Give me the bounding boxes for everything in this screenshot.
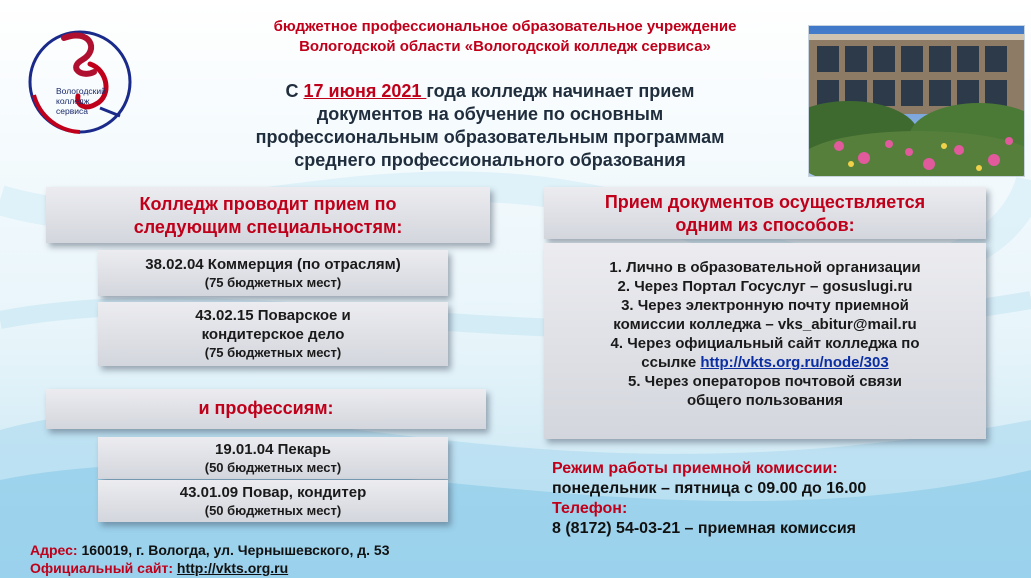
hours-block (552, 459, 866, 539)
methods-heading-line2: одним из способов: (675, 215, 855, 235)
specialties-heading-line1: Колледж проводит прием по (139, 194, 397, 214)
org-name-line2: Вологодской области «Вологодской колледж сервиса» (299, 38, 711, 55)
specialty-item (98, 302, 448, 366)
professions-heading-box (46, 389, 486, 429)
announce-date: 17 июня 2021 (303, 81, 427, 101)
profession-item (98, 480, 448, 522)
specialty-places: (75 бюджетных мест) (204, 345, 342, 360)
method-5-line2: общего пользования (686, 392, 844, 409)
specialty-title-line2: кондитерское дело (201, 326, 345, 343)
method-4-line1: 4. Через официальный сайт колледжа по (610, 335, 920, 352)
college-logo (20, 20, 140, 140)
specialty-title: 38.02.04 Коммерция (по отраслям) (145, 256, 401, 273)
methods-heading-line1: Прием документов осуществляется (604, 192, 926, 212)
announce-line1-rest: года колледж начинает прием (426, 81, 695, 101)
footer (30, 541, 389, 577)
site-link[interactable]: http://vkts.org.ru (176, 560, 289, 576)
address-label: Адрес: (30, 542, 82, 558)
method-3-line2: комиссии колледжа – vks_abitur@mail.ru (613, 316, 917, 333)
profession-title: 19.01.04 Пекарь (215, 441, 331, 458)
method-4-prefix: ссылке (641, 354, 701, 371)
methods-list-box (544, 243, 986, 439)
site-label: Официальный сайт: (30, 560, 177, 576)
method-3-line1: 3. Через электронную почту приемной (621, 297, 909, 314)
address-value: 160019, г. Вологда, ул. Чернышевского, д. 53 (81, 542, 390, 558)
footer-address (30, 541, 389, 559)
phone-number: 8 (8172) 54-03-21 – приемная комиссия (552, 520, 857, 537)
professions-heading: и профессиям: (198, 398, 334, 418)
profession-item (98, 437, 448, 479)
method-1: 1. Лично в образовательной организации (609, 259, 921, 276)
logo-emblem-icon (20, 20, 140, 140)
specialty-item (98, 250, 448, 296)
announce-line2: документов на обучение по основным (316, 104, 664, 124)
hours-schedule: понедельник – пятница с 09.00 до 16.00 (552, 480, 867, 497)
specialties-heading-line2: следующим специальностям: (133, 217, 403, 237)
profession-places: (50 бюджетных мест) (204, 503, 342, 518)
org-name-line1: бюджетное профессиональное образовательное учреждение (273, 18, 737, 35)
building-photo-image (809, 26, 1025, 177)
announce-line3: профессиональным образовательным программам (255, 127, 725, 147)
method-4-line2 (544, 353, 986, 372)
phone-title: Телефон: (552, 500, 628, 517)
announcement (185, 80, 795, 172)
specialties-heading-box (46, 187, 490, 243)
announce-line4: среднего профессионального образования (294, 150, 686, 170)
method-2: 2. Через Портал Госуслуг – gosuslugi.ru (617, 278, 913, 295)
profession-title: 43.01.09 Повар, кондитер (179, 484, 367, 501)
footer-site (30, 559, 389, 577)
specialty-places: (75 бюджетных мест) (204, 275, 342, 290)
specialty-title: 43.02.15 Поварское и (195, 307, 351, 324)
logo-text: Вологодский колледж сервиса (56, 86, 106, 116)
announce-prefix: С (285, 81, 304, 101)
method-5-line1: 5. Через операторов почтовой связи (627, 373, 903, 390)
hours-title: Режим работы приемной комиссии: (552, 460, 838, 477)
methods-heading-box (544, 187, 986, 239)
college-building-photo (808, 25, 1025, 177)
profession-places: (50 бюджетных мест) (204, 460, 342, 475)
admission-page-link[interactable]: http://vkts.org.ru/node/303 (700, 354, 889, 371)
